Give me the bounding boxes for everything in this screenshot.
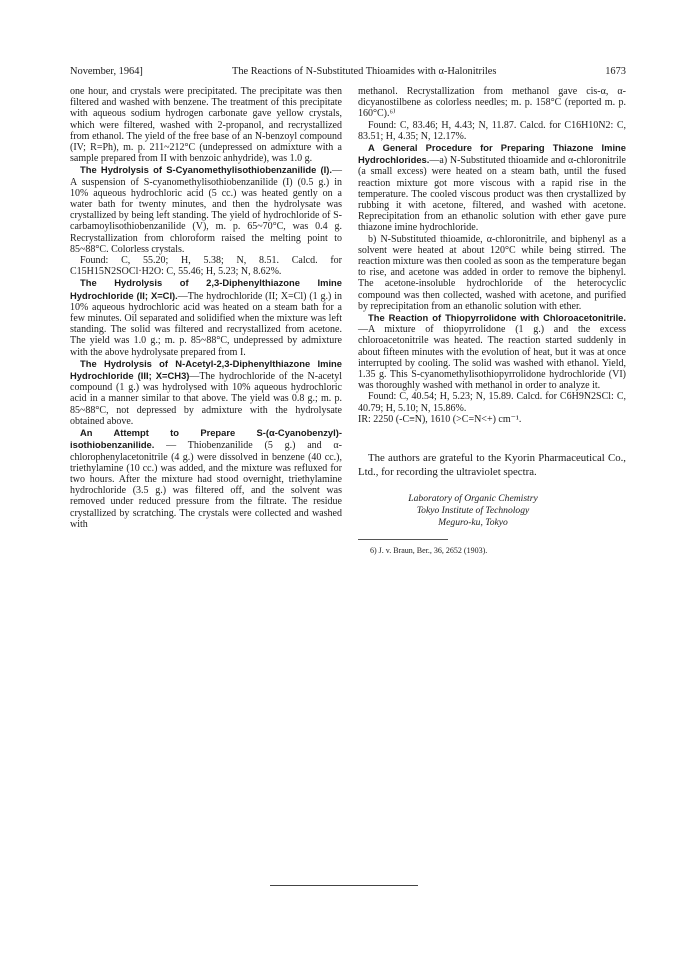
section-heading: The Hydrolysis of 2,3-Diphenylthiazone Imine Hydrochloride (II; X=Cl). (70, 277, 342, 301)
section-heading: The Reaction of Thiopyrrolidone with Chloroacetonitrile. (368, 312, 626, 324)
paragraph (358, 414, 626, 425)
page-number: 1673 (605, 66, 626, 77)
paragraph-text: b) N-Substituted thioamide, α-chloronitrile, and biphenyl as a solvent were heated at about 120°C while being stirred. The reaction mixture was then cooled as soon as the temperature began to rise, and acetone was added in order to remove the biphenyl. The acetone-insoluble hydrochloride of the heterocyclic compound was then collected, washed with acetone, and purified by reprecipitation from an ethanolic solution with ether. (358, 233, 626, 312)
header-title: The Reactions of N-Substituted Thioamides with α-Halonitriles (232, 66, 497, 77)
right-column (358, 86, 626, 556)
paragraph (70, 86, 342, 164)
paragraph-text: — Thiobenzanilide (5 g.) and α-chlorophenylacetonitrile (4 g.) were dissolved in benzene (40 cc.), triethylamine (10 cc.) was added, and the mixture was refluxed for two hours. After the mixture had stood overnight, triethylamine hydrochloride (3.5 g.) was filtered off, and the solvent was removed under reduced pressure from the filtrate. The residue crystallized by scratching. The crystals were collected and washed with (70, 440, 342, 530)
paragraph (358, 391, 626, 413)
affiliation-line: Tokyo Institute of Technology (416, 505, 530, 517)
affiliation-line: Meguro-ku, Tokyo (438, 517, 508, 529)
section-heading: The Hydrolysis of N-Acetyl-2,3-Diphenylthiazone Imine Hydrochloride (III; X=CH3) (70, 357, 342, 382)
paragraph (358, 142, 626, 234)
paragraph (358, 86, 626, 120)
affiliation (358, 493, 626, 529)
section-heading: An Attempt to Prepare S-(α-Cyanobenzyl)-isothiobenzanilide. (70, 427, 342, 451)
paragraph-text: —A mixture of thiopyrrolidone (1 g.) and the excess chloroacetonitrile was heated. The reaction started suddenly in about fifteen minutes with the evolution of heat, but it was at once interrupted by cooling. The solid was washed with ethanol. Yield, 1.35 g. This S-cyanomethylisothiopyrrolidone hydrochloride (VI) was thoroughly washed with methanol in order to analyze it. (358, 324, 626, 392)
footnote-divider (358, 539, 448, 540)
header-date: November, 1964] (70, 66, 143, 77)
paragraph-text: methanol. Recrystallization from methanol gave cis-α, α-dicyanostilbene as colorless needles; m. p. 158°C (reported m. p. 160°C).⁶⁾ (358, 86, 626, 120)
paragraph (70, 358, 342, 427)
section-heading: The Hydrolysis of S-Cyanomethylisothiobenzanilide (I). (80, 164, 332, 176)
acknowledgement: The authors are grateful to the Kyorin Pharmaceutical Co., Ltd., for recording the ultraviolet spectra. (358, 452, 626, 479)
section-heading: A General Procedure for Preparing Thiazone Imine Hydrochlorides. (358, 142, 626, 166)
ir-data: IR: 2250 (-C≡N), 1610 (>C=N<+) cm⁻¹. (358, 413, 522, 425)
left-column (70, 86, 342, 530)
paragraph-text: —The hydrochloride (II; X=Cl) (1 g.) in 10% aqueous hydrochloric acid was heated on a steam bath for a few minutes. Oil separated and solidified when the mixture was left standing. The solid was filtered and recrystallized from acetone. The yield was 1.0 g.; m. p. 85~88°C, undepressed by admixture with the above hydrolysate prepared from I. (70, 290, 342, 358)
paragraph-text: one hour, and crystals were precipitated. The precipitate was then filtered and washed with benzene. The treatment of this precipitate with aqueous sodium hydrogen carbonate gave yellow crystals, which were filtered, washed with 2-propanol, and recrystallized from ethanol. The yield of the free base of an N-benzoyl compound (IV; R=Ph), m. p. 211~212°C (undepressed on admixture with a sample prepared from II with benzoic anhydride), was 1.0 g. (70, 86, 342, 165)
analysis-text: Found: C, 40.54; H, 5.23; N, 15.89. Calcd. for C6H9N2SCl: C, 40.79; H, 5.10; N, 15.86%. (358, 391, 626, 414)
paragraph (358, 120, 626, 142)
paragraph (70, 277, 342, 357)
paragraph-text: —The hydrochloride of the N-acetyl compound (1 g.) was hydrolysed with 10% aqueous hydrochloric acid in a manner similar to that above. The yield was 0.8 g.; m. p. 85~88°C, not depressed by admixture with the hydrolysate obtained above. (70, 371, 342, 427)
affiliation-line: Laboratory of Organic Chemistry (408, 493, 538, 505)
analysis-text: Found: C, 55.20; H, 5.38; N, 8.51. Calcd. for C15H15N2SOCl·H2O: C, 55.46; H, 5.23; N, 8.62%. (70, 255, 342, 278)
paragraph-text: —a) N-Substituted thioamide and α-chloronitrile (a small excess) were heated on a steam bath, until the fused reaction mixture got more viscous with a rapid rise in the temperature. The cooled viscous product was then crystallized by rubbing it with acetone, filtered, and washed with acetone. Reprecipitation from an ethanolic solution with ether gave pure thiazone imine hydrochloride. (358, 155, 626, 234)
footnote: 6) J. v. Braun, Ber., 36, 2652 (1903). (370, 546, 488, 556)
end-rule (270, 885, 418, 886)
paragraph (70, 255, 342, 277)
paragraph (70, 427, 342, 530)
analysis-text: Found: C, 83.46; H, 4.43; N, 11.87. Calcd. for C16H10N2: C, 83.51; H, 4.35; N, 12.17%. (358, 119, 626, 142)
paragraph (358, 312, 626, 391)
paragraph (358, 234, 626, 312)
paragraph (70, 164, 342, 255)
paragraph-text: —A suspension of S-cyanomethylisothiobenzanilide (I) (0.5 g.) in 10% aqueous hydrochloric acid (5 cc.) was heated gently on a water bath for twenty minutes, and then the hydrolysate was crystallized by being left standing. The yield of hydrochloride of S-carbamoylisothiobenzanilide (V), m. p. 65~70°C, was 0.4 g. Recrystallization from chloroform raised the melting point to 85~88°C. Colorless crystals. (70, 165, 342, 255)
running-header (70, 64, 626, 80)
